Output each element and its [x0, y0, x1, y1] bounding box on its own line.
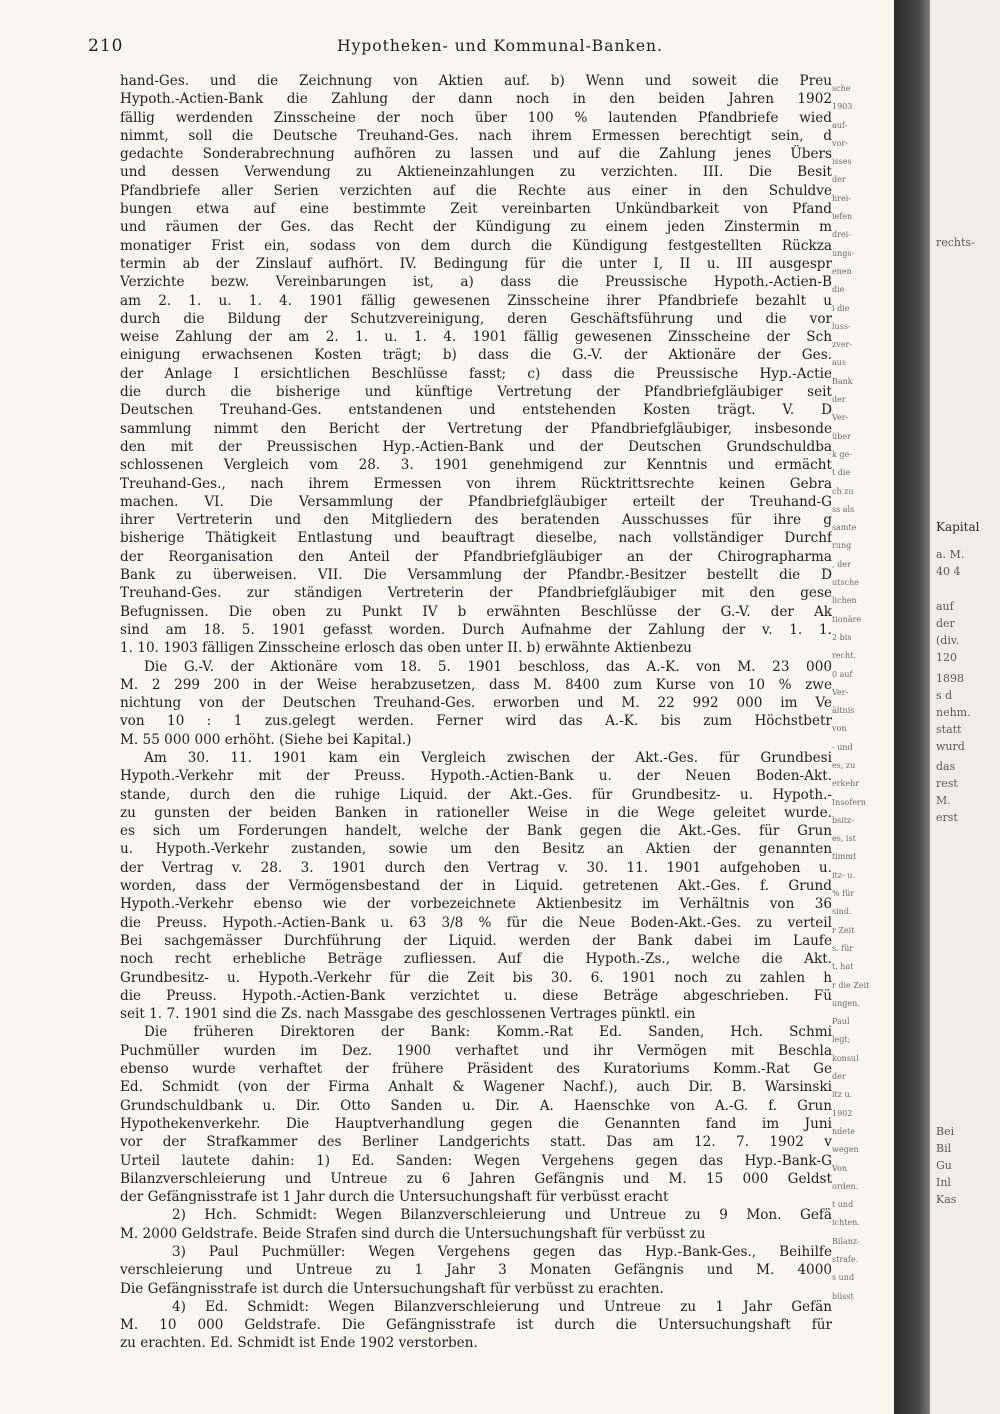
margin-fragment: ungen. — [832, 998, 860, 1008]
text-line: am 2. 1. u. 1. 4. 1901 fällig gewesenen Zinsscheine ihrer Pfandbriefe bezahlt u — [120, 292, 832, 309]
text-line: die Preuss. Hypoth.-Actien-Bank u. 63 3/8 % für die Neue Boden-Akt.-Ges. zu verteil — [120, 914, 832, 931]
margin-fragment: über — [832, 431, 851, 441]
margin-fragment: ichten. — [832, 1218, 860, 1228]
margin-fragment: orden. — [832, 1181, 859, 1191]
text-line: Treuhand-Ges. zur ständigen Vertreterin der Pfandbriefgläubiger mit den gese — [120, 585, 832, 602]
margin-fragment: samte — [832, 523, 857, 533]
text-line: die Preuss. Hypoth.-Actien-Bank verzichtet u. diese Beträge abgeschrieben. Fü — [120, 987, 832, 1004]
margin-fragment: 0 auf — [832, 669, 853, 679]
adjacent-page-fragment: s d — [936, 689, 953, 702]
text-line: verschleierung und Untreue zu 1 Jahr 3 Monaten Gefängnis und M. 4000 — [120, 1262, 832, 1279]
text-line: M. 2 299 200 in der Weise herabzusetzen, dass M. 8400 zum Kurse von 10 % zwe — [120, 676, 832, 693]
margin-fragment: strafe. — [832, 1255, 859, 1264]
margin-fragment: es, ist — [832, 834, 856, 844]
margin-fragment: Ver- — [832, 413, 849, 423]
margin-fragment: sind. — [832, 907, 852, 917]
text-line: machen. VI. Die Versammlung der Pfandbriefgläubiger erteilt der Treuhand-G — [120, 493, 832, 510]
margin-fragment: Ver- — [832, 687, 849, 697]
text-line: hand-Ges. und die Zeichnung von Aktien auf. b) Wenn und soweit die Preu — [120, 73, 832, 89]
margin-fragment: ss als — [832, 504, 855, 514]
text-line: Bank zu überweisen. VII. Die Versammlung der Pfandbr.-Besitzer bestellt die D — [120, 567, 832, 584]
text-line: 1. 10. 1903 fälligen Zinsscheine erlosch das oben unter II. b) erwähnte Aktienbezu — [120, 640, 692, 657]
text-line: M. 2000 Geldstrafe. Beide Strafen sind durch die Untersuchungshaft für verbüsst zu — [120, 1225, 706, 1242]
margin-fragment: t und — [832, 1200, 854, 1210]
text-line: sind am 18. 5. 1901 gefasst worden. Durch Aufnahme der Zahlung der v. 1. 1. — [120, 621, 832, 638]
text-line: stande, durch den die ruhige Liquid. der Akt.-Ges. für Grundbesitz- u. Hypoth.- — [120, 786, 832, 803]
margin-fragment: aus — [832, 358, 847, 368]
text-line: M. 10 000 Geldstrafe. Die Gefängnisstrafe ist durch die Untersuchungshaft für — [120, 1317, 832, 1334]
text-line: Grundschuldbank u. Dir. Otto Sanden u. Dir. A. Haenschke von A.-G. f. Grun — [120, 1097, 832, 1114]
margin-fragment: der — [832, 1072, 846, 1082]
text-line: Puchmüller wurden im Dez. 1900 verhaftet und ihr Vermögen mit Beschla — [120, 1042, 832, 1059]
text-line: sammlung nimmt den Bericht der Vertretung der Pfandbriefgläubiger, insbesonde — [120, 420, 832, 437]
adjacent-page-fragment: erst — [936, 811, 958, 824]
adjacent-page-fragment: auf — [936, 600, 954, 613]
margin-fragment: t die — [832, 468, 851, 478]
text-line: Deutschen Treuhand-Ges. entstandenen und entstehenden Kosten trägt. V. D — [120, 402, 832, 419]
adjacent-page-fragment: statt — [936, 723, 962, 736]
text-line: u. Hypoth.-Verkehr zustanden, sowie um den Besitz an Aktien der genannten — [120, 841, 832, 858]
text-line: einigung erwachsenen Kosten trägt; b) dass die G.-V. der Aktionäre der Ges. — [120, 347, 832, 364]
margin-fragment: Insofern — [832, 797, 866, 807]
margin-fragment: legt; — [832, 1035, 851, 1045]
margin-fragment: k ge- — [832, 449, 852, 459]
adjacent-page-fragment: 40 4 — [936, 565, 961, 578]
margin-fragment: r Zeit — [832, 925, 855, 935]
text-line: der Vertrag v. 28. 3. 1901 durch den Vertrag v. 30. 11. 1901 aufgehoben u. — [120, 859, 832, 876]
text-line: Die G.-V. der Aktionäre vom 18. 5. 1901 beschloss, das A.-K. von M. 23 000 — [144, 658, 832, 675]
margin-fragment: ungs- — [832, 248, 855, 258]
text-line: Hypoth.-Verkehr ebenso wie der vorbezeichnete Aktienbesitz im Verhältnis von 36 — [120, 896, 832, 913]
text-line: 4) Ed. Schmidt: Wegen Bilanzverschleierung und Untreue zu 1 Jahr Gefän — [172, 1298, 832, 1315]
text-line: noch recht erhebliche Beträge zufliessen. Auf die Hypoth.-Zs., welche die Akt. — [120, 951, 832, 968]
text-line: ihrer Vertreterin und den Mitgliedern des beratenden Ausschusses für ihre g — [120, 512, 832, 529]
right-margin-fragments — [832, 80, 894, 1350]
margin-fragment: ndete — [832, 1126, 855, 1136]
text-column — [120, 72, 832, 1353]
margin-fragment: 1903 — [832, 102, 853, 112]
text-line: von 10 : 1 zus.gelegt werden. Ferner wird das A.-K. bis zum Höchstbetr — [120, 713, 832, 730]
text-line: weise Zahlung der am 2. 1. u. 1. 4. 1901 fällig gewesenen Zinsscheine der Sch — [120, 329, 832, 346]
text-line: der Reorganisation den Anteil der Pfandbriefgläubiger an der Chirographarma — [120, 548, 832, 565]
margin-fragment: der — [832, 395, 846, 405]
text-line: und räumen der Ges. das Recht der Kündigung zu einem jeden Zinstermin m — [120, 219, 832, 236]
page-number: 210 — [88, 36, 124, 56]
text-line: der Anlage I ersichtlichen Beschlüsse fasst; c) dass die Preussische Hyp.-Actie — [120, 365, 832, 382]
margin-fragment: wegen — [832, 1145, 859, 1155]
margin-fragment: 1902 — [832, 1108, 853, 1118]
adjacent-page-fragment: rechts- — [936, 236, 975, 249]
adjacent-page-fragment: der — [936, 617, 955, 630]
adjacent-page-fragment: Gu — [936, 1159, 952, 1172]
margin-fragment: ch zu — [832, 486, 854, 496]
margin-fragment: Von — [832, 1163, 848, 1173]
adjacent-page-fragment: a. M. — [936, 548, 965, 561]
text-line: vor der Strafkammer des Berliner Landgerichts statt. Das am 12. 7. 1902 v — [120, 1134, 832, 1151]
margin-fragment: büsst — [832, 1291, 854, 1301]
margin-fragment: Bank — [832, 376, 853, 386]
adjacent-page-fragment: rest — [936, 777, 958, 790]
text-line: durch die Bildung der Schutzvereinigung, deren Geschäftsführung und die vor — [120, 310, 832, 327]
adjacent-page-edge — [930, 0, 1000, 1414]
text-line: Hypothekenverkehr. Die Hauptverhandlung gegen die Genannten fand im Juni — [120, 1115, 832, 1132]
margin-fragment: drei- — [832, 230, 851, 240]
margin-fragment: iefen — [832, 212, 853, 222]
text-line: Treuhand-Ges., nach ihrem Ermessen von ihrem Rücktrittsrechte keinen Gebra — [120, 475, 832, 492]
margin-fragment: utsche — [832, 578, 859, 588]
adjacent-page-fragment: wurd — [936, 740, 965, 753]
adjacent-page-fragment: nehm. — [936, 706, 971, 719]
margin-fragment: 2 bis — [832, 632, 852, 642]
margin-fragment: der — [832, 175, 846, 185]
margin-fragment: lichen — [832, 596, 857, 606]
margin-fragment: itz u. — [832, 1090, 853, 1100]
text-line: nimmt, soll die Deutsche Treuhand-Ges. nach ihrem Ermessen berechtigt sein, d — [120, 127, 832, 144]
adjacent-page-fragment: das — [936, 760, 956, 773]
margin-fragment: itz- u. — [832, 870, 855, 880]
adjacent-page-fragment: Inl — [936, 1176, 951, 1189]
margin-fragment: s. für — [832, 943, 854, 953]
text-line: 3) Paul Puchmüller: Wegen Vergehens gegen das Hyp.-Bank-Ges., Beihilfe — [172, 1244, 832, 1260]
margin-fragment: recht. — [832, 651, 856, 661]
adjacent-page-fragment: 120 — [936, 651, 957, 664]
margin-fragment: ältnis — [832, 706, 855, 716]
margin-fragment: t, hat — [832, 962, 854, 972]
text-line: Befugnissen. Die oben zu Punkt IV b erwähnten Beschlüsse der G.-V. der Ak — [120, 603, 832, 620]
adjacent-page-fragment: Bei — [936, 1125, 955, 1138]
text-line: ebenso wurde verhaftet der frühere Präsident des Kuratoriums Komm.-Rat Ge — [120, 1061, 832, 1078]
adjacent-page-fragment: 1898 — [936, 672, 964, 685]
margin-fragment: sche — [832, 84, 851, 93]
text-line: zu erachten. Ed. Schmidt ist Ende 1902 verstorben. — [120, 1335, 478, 1352]
margin-fragment: tionäre — [832, 614, 862, 624]
text-line: termin ab der Zinslauf aufhört. IV. Bedingung für die unter I, II u. III ausgespr — [120, 255, 832, 272]
margin-fragment: s und — [832, 1273, 855, 1283]
adjacent-page-fragment: M. — [936, 794, 951, 807]
text-line: Verzichte bezw. Vereinbarungen ist, a) dass die Preussische Hypoth.-Actien-B — [120, 274, 832, 291]
margin-fragment: es, zu — [832, 760, 856, 770]
margin-fragment: % für — [832, 889, 855, 899]
text-line: zu gunsten der beiden Banken in rationeller Weise in die Wege geleitet wurde. — [120, 804, 832, 821]
adjacent-page-fragment: Bil — [936, 1142, 952, 1155]
margin-fragment: vor- — [832, 138, 848, 148]
adjacent-page-fragment: (div. — [936, 634, 960, 647]
margin-fragment: , der — [832, 559, 851, 569]
text-line: worden, dass der Vermögensbestand der in Liquid. getretenen Akt.-Ges. f. Grund — [120, 878, 832, 895]
text-line: Pfandbriefe aller Serien verzichten auf die Rechte aus einer in den Schuldve — [120, 182, 832, 199]
margin-fragment: Paul — [832, 1017, 850, 1027]
text-line: M. 55 000 000 erhöht. (Siehe bei Kapital.) — [120, 731, 412, 748]
margin-fragment: von — [832, 724, 847, 734]
text-line: es sich um Forderungen handelt, welche der Bank gegen die Akt.-Ges. für Grun — [120, 823, 832, 840]
text-line: den mit der Preussischen Hyp.-Actien-Bank und der Deutschen Grundschuldba — [120, 438, 832, 455]
text-line: und dessen Verwendung zu Aktieneinzahlungen zu verzichten. III. Die Besit — [120, 164, 832, 181]
text-line: Ed. Schmidt (von der Firma Anhalt & Wagener Nachf.), auch Dir. B. Warsinski — [120, 1079, 832, 1096]
margin-fragment: enen — [832, 266, 852, 276]
text-line: die durch die bisherige und künftige Vertretung der Pfandbriefgläubiger seit — [120, 384, 832, 401]
text-line: Grundbesitz- u. Hypoth.-Verkehr für die Zeit bis 30. 6. 1901 noch zu zahlen h — [120, 969, 832, 986]
margin-fragment: - und — [832, 742, 853, 752]
text-line: Urteil lautete dahin: 1) Ed. Sanden: Wegen Vergehens gegen das Hyp.-Bank-G — [120, 1152, 832, 1169]
running-head: Hypotheken- und Kommunal-Banken. — [337, 37, 663, 55]
text-line: Am 30. 11. 1901 kam ein Vergleich zwischen der Akt.-Ges. für Grundbesi — [144, 749, 832, 766]
margin-fragment: rung — [832, 541, 852, 551]
page-gutter — [894, 0, 930, 1414]
margin-fragment: timmt — [832, 852, 857, 862]
text-line: Die Gefängnisstrafe ist durch die Untersuchungshaft für verbüsst zu erachten. — [120, 1280, 664, 1297]
margin-fragment: bsitz- — [832, 815, 854, 825]
margin-fragment: die — [832, 285, 845, 295]
text-line: bungen etwa auf eine bestimmte Zeit vereinbarten Unkündbarkeit von Pfand — [120, 201, 832, 218]
margin-fragment: r die Zeit — [832, 980, 870, 990]
text-line: Hypoth.-Actien-Bank die Zahlung der dann noch in den beiden Jahren 1902 — [120, 91, 832, 108]
adjacent-page-fragment: Kas — [936, 1193, 957, 1206]
margin-fragment: auf- — [832, 120, 848, 130]
text-line: bisherige Thätigkeit Entlastung und beauftragt dieselbe, nach vollständiger Durchf — [120, 530, 832, 547]
margin-fragment: isses — [832, 157, 852, 167]
text-line: Die früheren Direktoren der Bank: Komm.-Rat Ed. Sanden, Hch. Schmi — [144, 1024, 832, 1041]
text-line: schlossenen Vergleich vom 28. 3. 1901 genehmigend zur Kenntnis und ermächt — [120, 457, 832, 474]
margin-fragment: zver- — [832, 340, 852, 350]
text-line: nichtung von der Deutschen Treuhand-Ges. erworben und M. 22 992 000 im Ve — [120, 695, 832, 712]
text-line: gedachte Sonderabrechnung aufhören zu lassen und auf die Zahlung jenes Übers — [120, 146, 832, 163]
text-line: der Gefängnisstrafe ist 1 Jahr durch die Untersuchungshaft für verbüsst eracht — [120, 1189, 669, 1206]
margin-fragment: konsul — [832, 1053, 859, 1063]
margin-fragment: hrei- — [832, 193, 851, 203]
text-line: seit 1. 7. 1901 sind die Zs. nach Massgabe des geschlossenen Vertrages pünktl. ein — [120, 1006, 696, 1023]
margin-fragment: erkehr — [832, 779, 860, 789]
text-line: fällig werdenden Zinsscheine der noch über 100 % lautenden Pfandbriefe wied — [120, 109, 832, 126]
text-line: Bei sachgemässer Durchführung der Liquid. werden der Bank dabei im Laufe — [120, 932, 832, 949]
text-line: 2) Hch. Schmidt: Wegen Bilanzverschleierung und Untreue zu 9 Mon. Gefä — [172, 1207, 832, 1224]
text-line: Bilanzverschleierung und Untreue zu 6 Jahren Gefängnis und M. 15 000 Geldst — [120, 1170, 832, 1187]
margin-fragment: Bilanz- — [832, 1236, 860, 1246]
text-line: Hypoth.-Verkehr mit der Preuss. Hypoth.-Actien-Bank u. der Neuen Boden-Akt. — [120, 768, 832, 785]
adjacent-page-fragment: Kapital — [936, 520, 980, 534]
text-line: monatiger Frist ein, sodass von dem durch die Kündigung festgestellten Rückza — [120, 237, 832, 254]
margin-fragment: i die — [832, 303, 850, 313]
margin-fragment: luss- — [832, 321, 851, 331]
